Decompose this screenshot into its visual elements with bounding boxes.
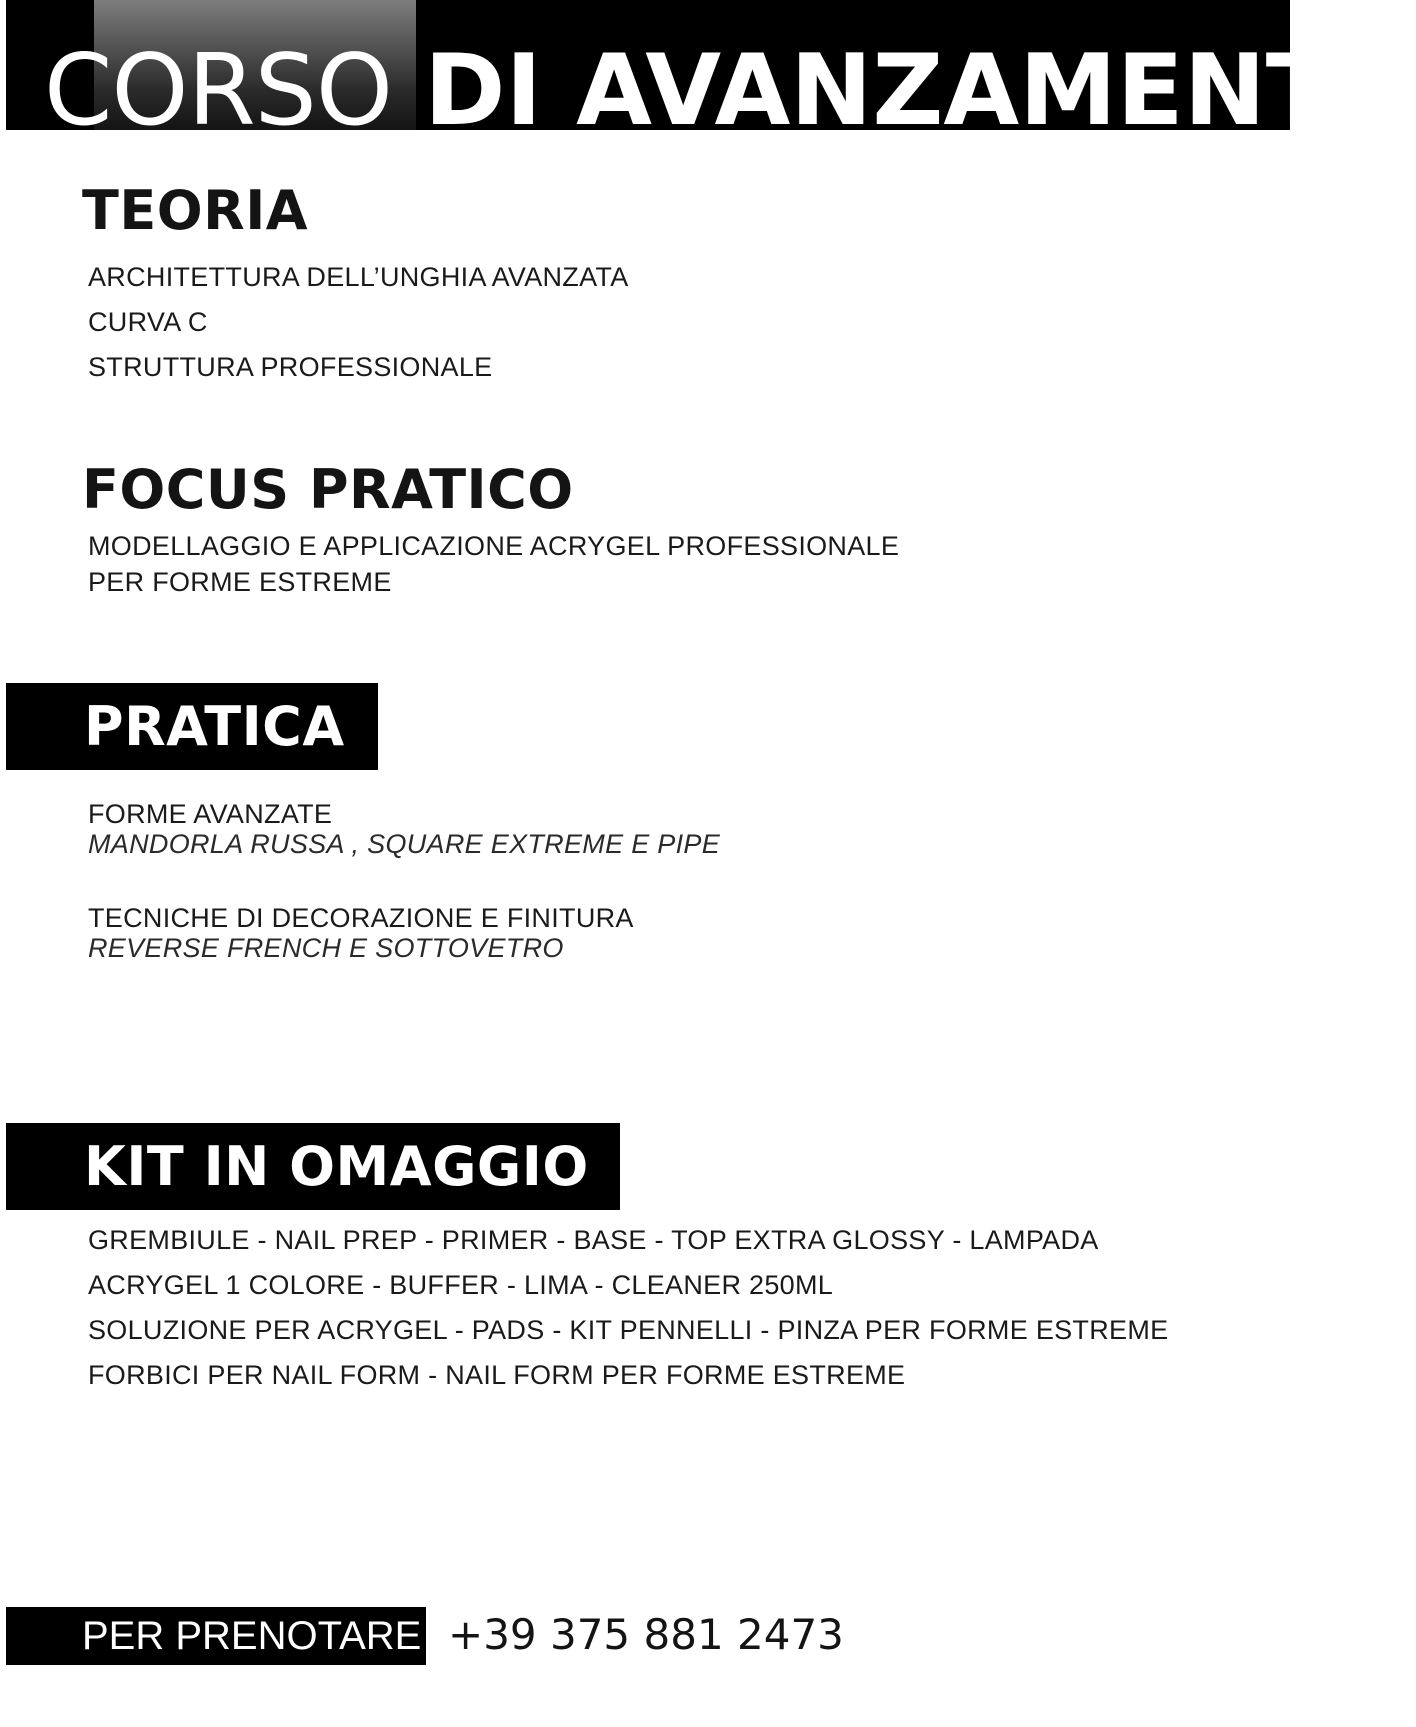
focus-pratico-line: MODELLAGGIO E APPLICAZIONE ACRYGEL PROFESSIONALE <box>88 531 900 561</box>
focus-pratico-heading: FOCUS PRATICO <box>82 458 574 521</box>
pratica-item-heading: TECNICHE DI DECORAZIONE E FINITURA <box>88 903 634 933</box>
pratica-item-heading: FORME AVANZATE <box>88 799 333 829</box>
teoria-heading: TEORIA <box>82 179 309 242</box>
kit-line: GREMBIULE - NAIL PREP - PRIMER - BASE - TOP EXTRA GLOSSY - LAMPADA <box>88 1225 1099 1255</box>
booking-label: PER PRENOTARE <box>82 1613 422 1658</box>
kit-line: FORBICI PER NAIL FORM - NAIL FORM PER FORME ESTREME <box>88 1360 906 1390</box>
teoria-item: STRUTTURA PROFESSIONALE <box>88 352 493 382</box>
page-title-words-di-avanzamento: DI AVANZAMENTO <box>424 34 1416 148</box>
pratica-heading: PRATICA <box>84 694 345 758</box>
pratica-item-detail: REVERSE FRENCH E SOTTOVETRO <box>88 933 564 963</box>
kit-line: ACRYGEL 1 COLORE - BUFFER - LIMA - CLEANER 250ML <box>88 1270 834 1300</box>
pratica-item-detail: MANDORLA RUSSA , SQUARE EXTREME E PIPE <box>88 829 721 859</box>
flyer-page <box>6 0 1416 1727</box>
page-title-word-corso: CORSO <box>44 34 393 148</box>
pratica-label-band <box>6 683 378 770</box>
kit-heading: KIT IN OMAGGIO <box>84 1134 589 1198</box>
phone-number[interactable]: +39 375 881 2473 <box>448 1610 844 1659</box>
focus-pratico-line: PER FORME ESTREME <box>88 567 392 597</box>
kit-label-band <box>6 1123 620 1210</box>
header-band <box>6 0 1416 148</box>
page-title <box>44 34 1416 148</box>
teoria-item: ARCHITETTURA DELL’UNGHIA AVANZATA <box>88 262 629 292</box>
teoria-item: CURVA C <box>88 307 208 337</box>
booking-label-band <box>6 1607 426 1665</box>
kit-line: SOLUZIONE PER ACRYGEL - PADS - KIT PENNELLI - PINZA PER FORME ESTREME <box>88 1315 1169 1345</box>
